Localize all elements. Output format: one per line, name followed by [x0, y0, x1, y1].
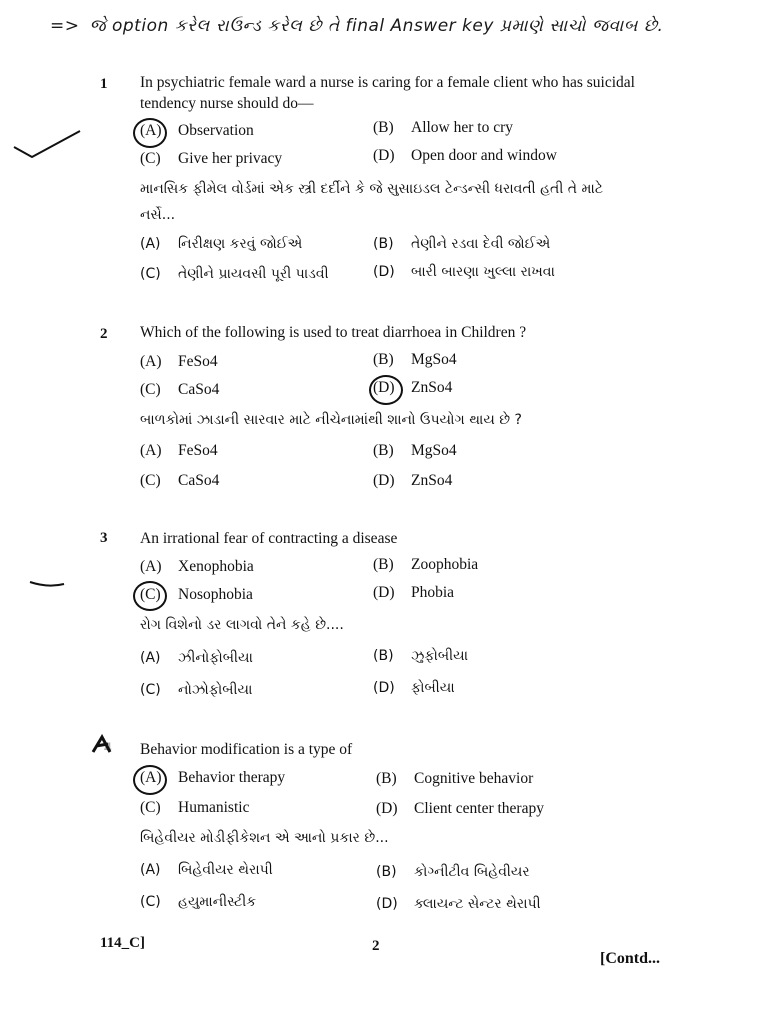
arrow-note-marker: => [50, 16, 80, 36]
option-label: (B) [373, 648, 394, 664]
option-label: (C) [140, 682, 161, 698]
question-stem-gu: બાળકોમાં ઝાડાની સારવાર માટે નીચેનામાંથી શાનો ઉપયોગ થાય છે ? [140, 412, 522, 428]
option-gu [373, 472, 452, 490]
option-label: (B) [376, 864, 397, 880]
option-label: (D) [373, 147, 395, 164]
option-text: Allow her to cry [411, 119, 514, 136]
option-text: બારી બારણા ખુલ્લા રાખવા [411, 264, 555, 280]
option-label: (A) [140, 558, 162, 575]
option-en [373, 351, 457, 369]
option-gu [140, 472, 219, 490]
option-label: (C) [140, 586, 161, 603]
option-text: CaSo4 [178, 472, 220, 489]
option-label: (D) [373, 680, 395, 696]
option-label: (A) [140, 769, 162, 786]
option-text: Xenophobia [178, 558, 254, 575]
option-label: (C) [140, 799, 161, 816]
option-label: (B) [376, 770, 397, 787]
option-gu [373, 264, 555, 280]
option-label: (C) [140, 150, 161, 167]
option-gu [140, 442, 218, 460]
option-gu [140, 650, 253, 666]
continued-marker: [Contd... [600, 950, 661, 967]
option-en [373, 584, 454, 602]
option-en [140, 150, 282, 168]
question-number: 3 [100, 530, 108, 546]
option-label: (A) [140, 650, 161, 666]
option-label: (A) [140, 122, 162, 139]
option-text: નિરીક્ષણ કરવું જોઈએ [178, 236, 303, 252]
option-label: (A) [140, 353, 162, 370]
option-text: Humanistic [178, 799, 250, 816]
question-stem-en: Behavior modification is a type of [140, 741, 353, 758]
option-text: Nosophobia [178, 586, 253, 603]
option-text: કોગ્નીટીવ બિહેવીયર [414, 864, 530, 880]
option-text: Give her privacy [178, 150, 283, 167]
option-text: ZnSo4 [411, 472, 453, 489]
question-stem-gu: માનસિક ફીમેલ વોર્ડમાં એક સ્ત્રી દર્દીને કે જે સુસાઇડલ ટેન્ડન્સી ધરાવતી હતી તે માટે નર્સે... [140, 181, 603, 223]
option-en [373, 379, 452, 397]
option-label: (C) [140, 266, 161, 282]
option-text: Open door and window [411, 147, 557, 164]
option-gu [140, 894, 256, 910]
option-text: તેણીને રડવા દેવી જોઈએ [411, 236, 551, 252]
question-stem-en: An irrational fear of contracting a disease [140, 530, 398, 547]
option-label: (A) [140, 862, 161, 878]
question-number: 1 [100, 76, 108, 92]
option-text: FeSo4 [178, 353, 218, 370]
option-label: (C) [140, 381, 161, 398]
option-en [140, 586, 253, 604]
handwritten-note-text: જે option કરેલ રાઉન્ડ કરેલ છે તે final Answer key પ્રમાણે સાચો જવાબ છે. [89, 16, 664, 36]
option-text: FeSo4 [178, 442, 218, 459]
option-text: Client center therapy [414, 800, 544, 817]
option-label: (D) [376, 800, 398, 817]
option-label: (D) [373, 584, 395, 601]
option-text: ઝુફોબીયા [411, 648, 468, 664]
option-text: ક્લાયન્ટ સેન્ટર થેરાપી [414, 896, 541, 912]
page-number: 2 [372, 938, 380, 954]
option-gu [140, 236, 302, 252]
option-en [376, 770, 533, 788]
option-label: (C) [140, 472, 161, 489]
option-text: ફોબીયા [411, 680, 455, 696]
option-text: Phobia [411, 584, 455, 601]
question-stem-gu: બિહેવીયર મોડીફીકેશન એ આનો પ્રકાર છે... [140, 830, 389, 846]
option-text: CaSo4 [178, 381, 220, 398]
option-text: તેણીને પ્રાયવસી પૂરી પાડવી [178, 266, 329, 282]
option-label: (B) [373, 556, 394, 573]
option-text: ZnSo4 [411, 379, 453, 396]
option-gu [140, 862, 273, 878]
option-text: ઝીનોફોબીયા [178, 650, 253, 666]
option-label: (D) [373, 264, 395, 280]
option-en [376, 800, 544, 818]
option-en [373, 119, 513, 137]
option-label: (B) [373, 442, 394, 459]
option-gu [140, 266, 329, 282]
check-mark-icon [10, 125, 85, 165]
option-text: MgSo4 [411, 442, 457, 459]
option-label: (B) [373, 119, 394, 136]
question-stem-gu: રોગ વિશેનો ડર લાગવો તેને કહે છે.... [140, 617, 344, 633]
option-gu [373, 236, 550, 252]
option-en [140, 353, 218, 371]
paper-code: 114_C] [100, 935, 145, 951]
option-label: (D) [373, 379, 395, 396]
option-en [140, 122, 254, 140]
option-gu [373, 648, 468, 664]
option-label: (A) [140, 236, 161, 252]
option-en [373, 556, 478, 574]
dash-mark-icon [28, 576, 68, 592]
option-label: (A) [140, 442, 162, 459]
option-text: બિહેવીયર થેરાપી [178, 862, 273, 878]
question-stem-en: Which of the following is used to treat diarrhoea in Children ? [140, 324, 527, 341]
option-text: Cognitive behavior [414, 770, 534, 787]
option-text: Observation [178, 122, 254, 139]
option-gu [376, 864, 530, 880]
question-stem-en: In psychiatric female ward a nurse is caring for a female client who has suicidal tendency nurse should do— [140, 74, 635, 112]
option-gu [140, 682, 252, 698]
option-en [140, 769, 285, 787]
option-text: Behavior therapy [178, 769, 286, 786]
option-label: (B) [373, 351, 394, 368]
option-gu [373, 680, 455, 696]
question-number: 4 [104, 740, 112, 756]
option-text: Zoophobia [411, 556, 479, 573]
option-label: (D) [376, 896, 398, 912]
option-gu [376, 896, 541, 912]
option-label: (C) [140, 894, 161, 910]
option-text: MgSo4 [411, 351, 457, 368]
option-en [373, 147, 557, 165]
option-text: નોઝોફોબીયા [178, 682, 253, 698]
option-label: (D) [373, 472, 395, 489]
option-label: (B) [373, 236, 394, 252]
option-text: હયુમાનીસ્ટીક [178, 894, 257, 910]
handwritten-note [50, 14, 740, 38]
question-number: 2 [100, 326, 108, 342]
option-en [140, 381, 219, 399]
option-gu [373, 442, 457, 460]
option-en [140, 799, 249, 817]
option-en [140, 558, 254, 576]
